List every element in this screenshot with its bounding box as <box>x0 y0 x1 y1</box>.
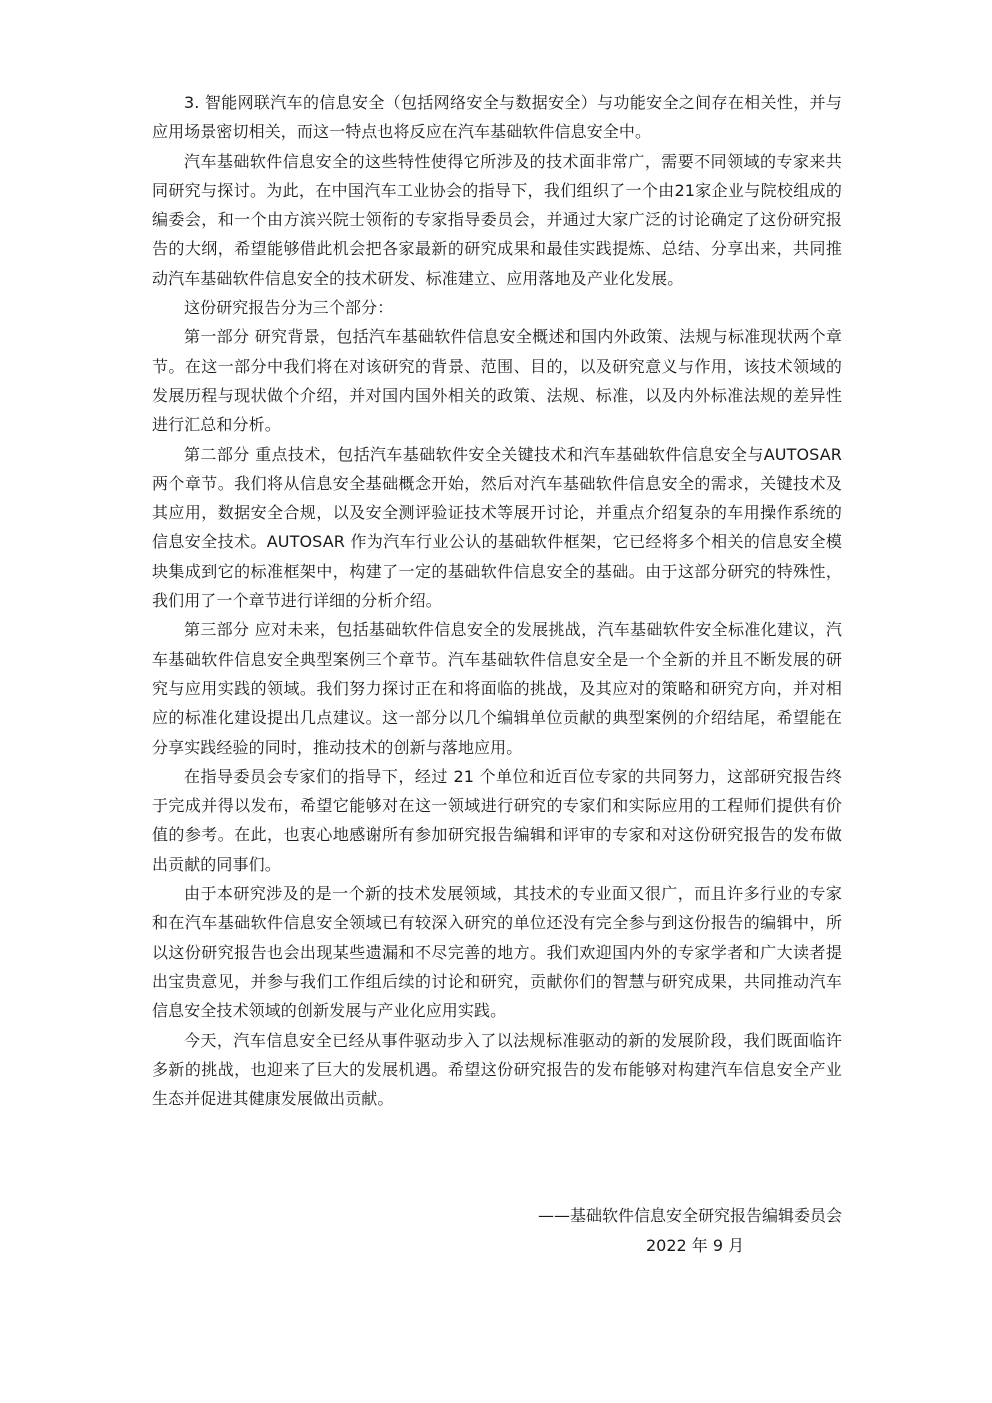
paragraph-limitations: 由于本研究涉及的是一个新的技术发展领域，其技术的专业面又很广，而且许多行业的专家和在汽车基础软件信息安全领域已有较深入研究的单位还没有完全参与到这份报告的编辑中，所以这份研究报告也会出现某些遗漏和不尽完善的地方。我们欢迎国内外的专家学者和广大读者提出宝贵意见，并参与我们工作组后续的讨论和研究，贡献你们的智慧与研究成果，共同推动汽车信息安全技术领域的创新发展与产业化应用实践。 <box>152 884 842 1021</box>
paragraph-structure-intro: 这份研究报告分为三个部分： <box>184 298 394 318</box>
paragraph-committee: 汽车基础软件信息安全的这些特性使得它所涉及的技术面非常广，需要不同领域的专家来共同研究与探讨。为此，在中国汽车工业协会的指导下，我们组织了一个由21家企业与院校组成的编委会，和一个由方滨兴院士领衔的专家指导委员会，并通过大家广泛的讨论确定了这份研究报告的大纲，希望能够借此机会把各家最新的研究成果和最佳实践提炼、总结、分享出来，共同推动汽车基础软件信息安全的技术研发、标准建立、应用落地及产业化发展。 <box>152 151 842 288</box>
document-body <box>152 88 842 1113</box>
paragraph-security-correlation: 3. 智能网联汽车的信息安全（包括网络安全与数据安全）与功能安全之间存在相关性，并与应用场景密切相关，而这一特点也将反应在汽车基础软件信息安全中。 <box>152 93 842 142</box>
paragraph-part-one: 第一部分 研究背景，包括汽车基础软件信息安全概述和国内外政策、法规与标准现状两个章节。在这一部分中我们将在对该研究的背景、范围、目的，以及研究意义与作用，该技术领域的发展历程与现状做个介绍，并对国内国外相关的政策、法规、标准，以及内外标准法规的差异性进行汇总和分析。 <box>152 327 842 435</box>
paragraph-part-two: 第二部分 重点技术，包括汽车基础软件安全关键技术和汽车基础软件信息安全与AUTOSAR 两个章节。我们将从信息安全基础概念开始，然后对汽车基础软件信息安全的需求，关键技术及其应用，数据安全合规，以及安全测评验证技术等展开讨论，并重点介绍复杂的车用操作系统的信息安全技术。AUTOSAR 作为汽车行业公认的基础软件框架，它已经将多个相关的信息安全模块集成到它的标准框架中，构建了一定的基础软件信息安全的基础。由于这部分研究的特殊性，我们用了一个章节进行详细的分析介绍。 <box>152 444 842 611</box>
date: 2022 年 9 月 <box>646 1236 745 1255</box>
paragraph-part-three: 第三部分 应对未来，包括基础软件信息安全的发展挑战，汽车基础软件安全标准化建议，汽车基础软件信息安全典型案例三个章节。汽车基础软件信息安全是一个全新的并且不断发展的研究与应用实践的领域。我们努力探讨正在和将面临的挑战，及其应对的策略和研究方向，并对相应的标准化建设提出几点建议。这一部分以几个编辑单位贡献的典型案例的介绍结尾，希望能在分享实践经验的同时，推动技术的创新与落地应用。 <box>152 620 842 757</box>
paragraph-acknowledgement: 在指导委员会专家们的指导下，经过 21 个单位和近百位专家的共同努力，这部研究报告终于完成并得以发布，希望它能够对在这一领域进行研究的专家们和实际应用的工程师们提供有价值的参考。在此，也衷心地感谢所有参加研究报告编辑和评审的专家和对这份研究报告的发布做出贡献的同事们。 <box>152 766 842 874</box>
paragraph-outlook: 今天，汽车信息安全已经从事件驱动步入了以法规标准驱动的新的发展阶段，我们既面临许多新的挑战，也迎来了巨大的发展机遇。希望这份研究报告的发布能够对构建汽车信息安全产业生态并促进其健康发展做出贡献。 <box>152 1030 842 1109</box>
signature: ——基础软件信息安全研究报告编辑委员会 <box>537 1206 842 1225</box>
